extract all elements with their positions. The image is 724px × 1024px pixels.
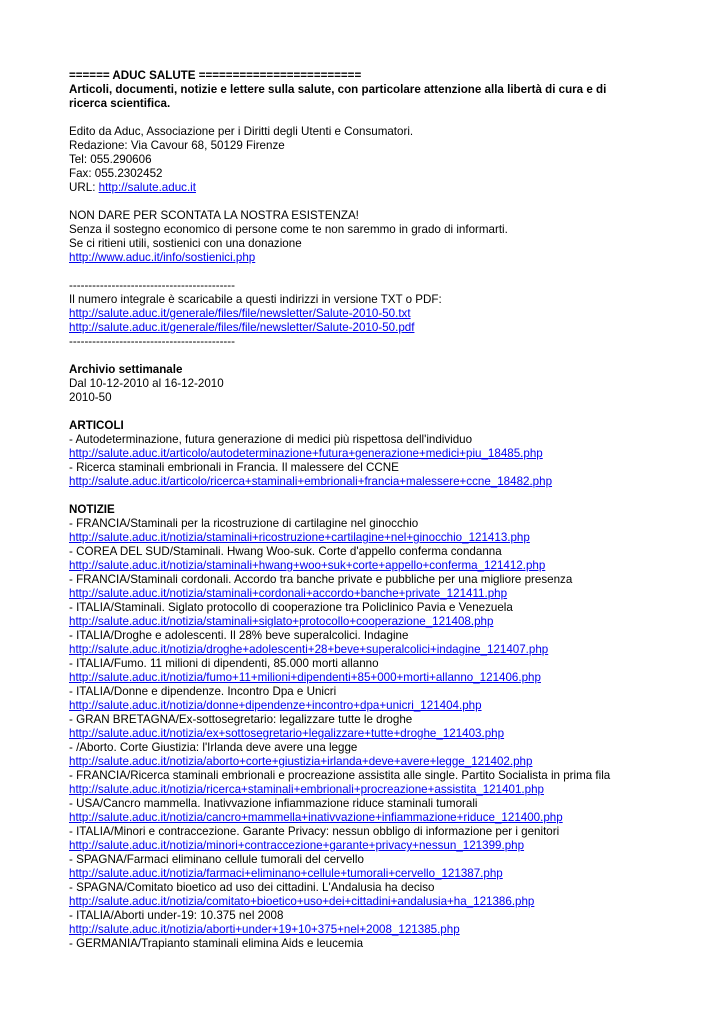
articolo-link[interactable]: http://salute.aduc.it/articolo/ricerca+staminali+embrionali+francia+malessere+ccne_18482.php — [69, 475, 553, 488]
archive-title: Archivio settimanale — [69, 363, 183, 376]
notizia-title: - FRANCIA/Staminali cordonali. Accordo tra banche private e pubbliche per una migliore presenza — [69, 573, 573, 586]
notizia-link[interactable]: http://salute.aduc.it/notizia/donne+dipendenze+incontro+dpa+unicri_121404.php — [69, 699, 482, 712]
archive-range: Dal 10-12-2010 al 16-12-2010 — [69, 377, 224, 390]
notizia-link[interactable]: http://salute.aduc.it/notizia/farmaci+eliminano+cellule+tumorali+cervello_121387.php — [69, 867, 503, 880]
notizia-title: - ITALIA/Aborti under-19: 10.375 nel 2008 — [69, 909, 284, 922]
notizia-title: - FRANCIA/Staminali per la ricostruzione di cartilagine nel ginocchio — [69, 517, 419, 530]
notizia-title: - SPAGNA/Farmaci eliminano cellule tumorali del cervello — [69, 853, 364, 866]
notizia-link[interactable]: http://salute.aduc.it/notizia/fumo+11+milioni+dipendenti+85+000+morti+allanno_121406.php — [69, 671, 541, 684]
notizia-title: - USA/Cancro mammella. Inativvazione infiammazione riduce staminali tumorali — [69, 797, 478, 810]
notizia-title: - GERMANIA/Trapianto staminali elimina Aids e leucemia — [69, 937, 364, 950]
appeal-text: Senza il sostegno economico di persone come te non saremmo in grado di informarti. — [69, 223, 508, 236]
notizia-link[interactable]: http://salute.aduc.it/notizia/comitato+bioetico+uso+dei+cittadini+andalusia+ha_121386.php — [69, 895, 535, 908]
notizia-title: - /Aborto. Corte Giustizia: l'Irlanda deve avere una legge — [69, 741, 358, 754]
url-label: URL: — [69, 181, 99, 194]
appeal-text: Se ci ritieni utili, sostienici con una donazione — [69, 237, 302, 250]
notizia-link[interactable]: http://salute.aduc.it/notizia/aborti+under+19+10+375+nel+2008_121385.php — [69, 923, 460, 936]
notizia-link[interactable]: http://salute.aduc.it/notizia/staminali+siglato+protocollo+cooperazione_121408.php — [69, 615, 494, 628]
notizia-link[interactable]: http://salute.aduc.it/notizia/cancro+mammella+inativvazione+infiammazione+riduce_121400.php — [69, 811, 563, 824]
notizia-title: - SPAGNA/Comitato bioetico ad uso dei cittadini. L'Andalusia ha deciso — [69, 881, 435, 894]
notizie-heading: NOTIZIE — [69, 503, 115, 516]
notizia-title: - ITALIA/Fumo. 11 milioni di dipendenti, 85.000 morti allanno — [69, 657, 379, 670]
url-line — [69, 181, 724, 195]
newsletter-subtitle: Articoli, documenti, notizie e lettere sulla salute, con particolare attenzione alla libertà di cura e di — [69, 83, 607, 96]
articolo-link[interactable]: http://salute.aduc.it/articolo/autodeterminazione+futura+generazione+medici+piu_18485.php — [69, 447, 543, 460]
notizia-link[interactable]: http://salute.aduc.it/notizia/staminali+cordonali+accordo+banche+private_121411.php — [69, 587, 508, 600]
notizia-link[interactable]: http://salute.aduc.it/notizia/ricerca+staminali+embrionali+procreazione+assistita_121401.php — [69, 783, 544, 796]
notizia-link[interactable]: http://salute.aduc.it/notizia/ex+sottosegretario+legalizzare+tutte+droghe_121403.php — [69, 727, 505, 740]
fax-line: Fax: 055.2302452 — [69, 167, 163, 180]
donation-link[interactable]: http://www.aduc.it/info/sostienici.php — [69, 251, 256, 264]
publisher-line: Edito da Aduc, Associazione per i Diritti degli Utenti e Consumatori. — [69, 125, 414, 138]
notizia-link[interactable]: http://salute.aduc.it/notizia/droghe+adolescenti+28+beve+superalcolici+indagine_121407.php — [69, 643, 549, 656]
notizia-title: - ITALIA/Staminali. Siglato protocollo di cooperazione tra Policlinico Pavia e Venezuela — [69, 601, 513, 614]
notizie-list — [69, 517, 724, 951]
notizia-link[interactable]: http://salute.aduc.it/notizia/staminali+hwang+woo+suk+corte+appello+conferma_121412.php — [69, 559, 546, 572]
notizia-title: - COREA DEL SUD/Staminali. Hwang Woo-suk. Corte d'appello conferma condanna — [69, 545, 502, 558]
notizia-link[interactable]: http://salute.aduc.it/notizia/aborto+corte+giustizia+irlanda+deve+avere+legge_121402.php — [69, 755, 533, 768]
newsletter-page — [69, 69, 724, 951]
notizia-link[interactable]: http://salute.aduc.it/notizia/staminali+ricostruzione+cartilagine+nel+ginocchio_121413.php — [69, 531, 530, 544]
notizia-title: - GRAN BRETAGNA/Ex-sottosegretario: legalizzare tutte le droghe — [69, 713, 413, 726]
tel-line: Tel: 055.290606 — [69, 153, 152, 166]
archive-issue: 2010-50 — [69, 391, 112, 404]
articolo-title: - Ricerca staminali embrionali in Francia. Il malessere del CCNE — [69, 461, 399, 474]
notizia-title: - FRANCIA/Ricerca staminali embrionali e procreazione assistita alle single. Partito Socialista in prima fila — [69, 769, 611, 782]
notizia-link[interactable]: http://salute.aduc.it/notizia/minori+contraccezione+garante+privacy+nessun_121399.php — [69, 839, 525, 852]
address-line: Redazione: Via Cavour 68, 50129 Firenze — [69, 139, 285, 152]
pdf-download-link[interactable]: http://salute.aduc.it/generale/files/file/newsletter/Salute-2010-50.pdf — [69, 321, 415, 334]
appeal-title: NON DARE PER SCONTATA LA NOSTRA ESISTENZA! — [69, 209, 359, 222]
newsletter-banner: ====== ADUC SALUTE ======================== — [69, 69, 362, 82]
separator: ------------------------------------------- — [69, 279, 236, 292]
articolo-title: - Autodeterminazione, futura generazione di medici più rispettosa dell'individuo — [69, 433, 473, 446]
notizia-title: - ITALIA/Donne e dipendenze. Incontro Dpa e Unicri — [69, 685, 337, 698]
notizia-title: - ITALIA/Droghe e adolescenti. Il 28% beve superalcolici. Indagine — [69, 629, 409, 642]
articoli-heading: ARTICOLI — [69, 419, 124, 432]
separator: ------------------------------------------- — [69, 335, 236, 348]
articoli-list — [69, 433, 724, 489]
site-link[interactable]: http://salute.aduc.it — [98, 181, 196, 194]
txt-download-link[interactable]: http://salute.aduc.it/generale/files/file/newsletter/Salute-2010-50.txt — [69, 307, 411, 320]
newsletter-subtitle-continued: ricerca scientifica. — [69, 97, 171, 110]
notizia-title: - ITALIA/Minori e contraccezione. Garante Privacy: nessun obbligo di informazione per i genitori — [69, 825, 560, 838]
download-intro: Il numero integrale è scaricabile a questi indirizzi in versione TXT o PDF: — [69, 293, 442, 306]
